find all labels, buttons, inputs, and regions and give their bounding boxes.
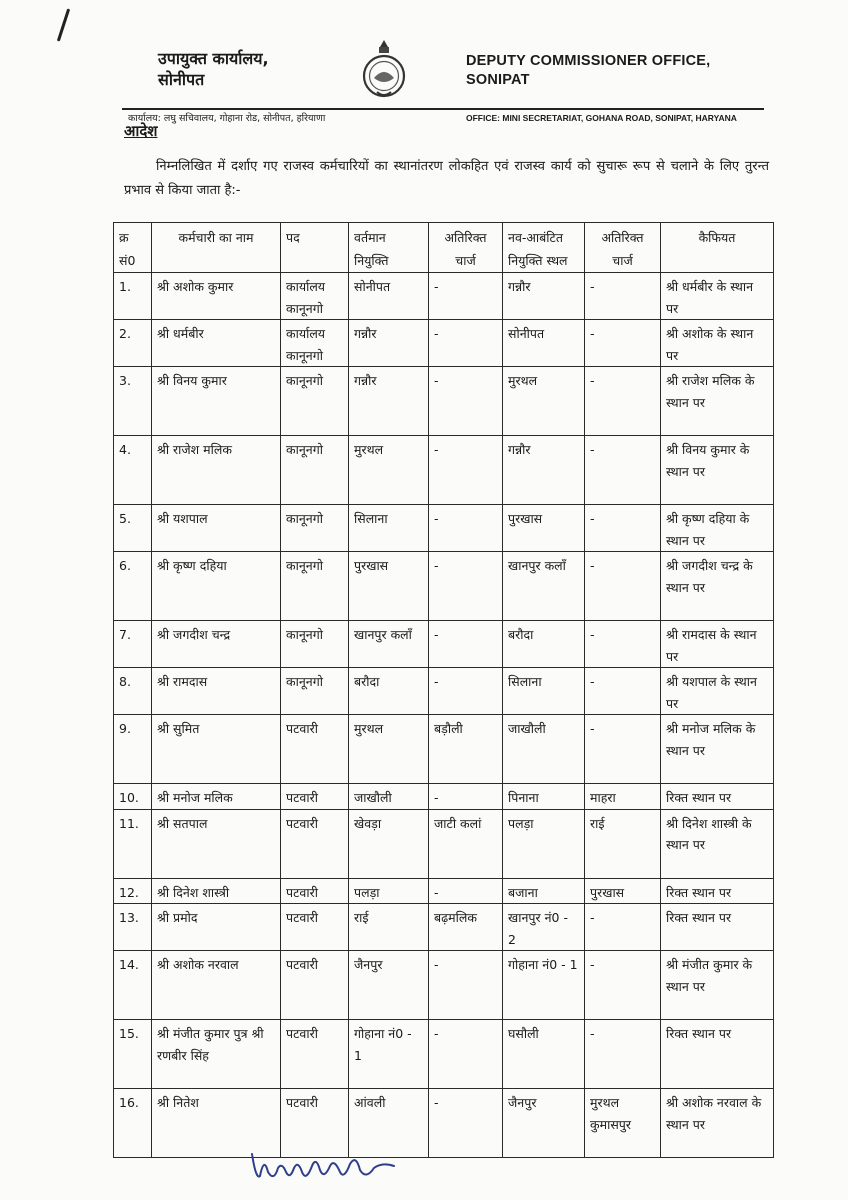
cell-employee-name: श्री अशोक नरवाल: [152, 951, 281, 1020]
cell-employee-name: श्री कृष्ण दहिया: [152, 552, 281, 621]
cell-new-posting: बजाना: [503, 878, 585, 904]
table-row: [114, 1089, 774, 1158]
cell-new-posting: सोनीपत: [503, 320, 585, 367]
cell-serial: 16.: [114, 1089, 152, 1158]
cell-new-posting: गोहाना नं0 - 1: [503, 951, 585, 1020]
cell-current-posting: सिलाना: [349, 505, 429, 552]
cell-employee-name: श्री रामदास: [152, 668, 281, 715]
table-row: [114, 878, 774, 904]
cell-employee-name: श्री सतपाल: [152, 809, 281, 878]
cell-serial: 8.: [114, 668, 152, 715]
table-row: [114, 621, 774, 668]
column-header-current-posting: वर्तमान नियुक्ति: [349, 223, 429, 273]
cell-serial: 9.: [114, 715, 152, 784]
cell-post: पटवारी: [281, 809, 349, 878]
table-row: [114, 320, 774, 367]
column-header-employee-name: कर्मचारी का नाम: [152, 223, 281, 273]
cell-post: कानूनगो: [281, 367, 349, 436]
cell-additional-charge-new: -: [585, 715, 661, 784]
cell-remarks: श्री धर्मबीर के स्थान पर: [661, 273, 774, 320]
cell-new-posting: खानपुर नं0 - 2: [503, 904, 585, 951]
cell-current-posting: जाखौली: [349, 784, 429, 810]
cell-current-posting: गन्नौर: [349, 367, 429, 436]
cell-additional-charge: -: [429, 505, 503, 552]
cell-new-posting: जैनपुर: [503, 1089, 585, 1158]
cell-post: पटवारी: [281, 715, 349, 784]
cell-post: पटवारी: [281, 784, 349, 810]
header-english-line1: DEPUTY COMMISSIONER OFFICE,: [466, 53, 711, 69]
cell-employee-name: श्री नितेश: [152, 1089, 281, 1158]
cell-remarks: रिक्त स्थान पर: [661, 1020, 774, 1089]
table-row: [114, 668, 774, 715]
cell-employee-name: श्री प्रमोद: [152, 904, 281, 951]
column-header-additional-charge-new: अतिरिक्त चार्ज: [585, 223, 661, 273]
cell-serial: 6.: [114, 552, 152, 621]
cell-employee-name: श्री धर्मबीर: [152, 320, 281, 367]
cell-additional-charge-new: राई: [585, 809, 661, 878]
cell-post: कार्यालय कानूनगो: [281, 320, 349, 367]
cell-additional-charge: -: [429, 621, 503, 668]
cell-additional-charge: जाटी कलां: [429, 809, 503, 878]
cell-new-posting: गन्नौर: [503, 273, 585, 320]
cell-remarks: श्री कृष्ण दहिया के स्थान पर: [661, 505, 774, 552]
cell-serial: 13.: [114, 904, 152, 951]
column-header-new-posting: नव-आबंटित नियुक्ति स्थल: [503, 223, 585, 273]
cell-new-posting: गन्नौर: [503, 436, 585, 505]
table-row: [114, 904, 774, 951]
cell-additional-charge-new: मुरथल कुमासपुर: [585, 1089, 661, 1158]
cell-current-posting: खेवड़ा: [349, 809, 429, 878]
column-header-additional-charge: अतिरिक्त चार्ज: [429, 223, 503, 273]
table-row: [114, 784, 774, 810]
cell-remarks: श्री यशपाल के स्थान पर: [661, 668, 774, 715]
cell-additional-charge-new: -: [585, 320, 661, 367]
cell-new-posting: घसौली: [503, 1020, 585, 1089]
cell-remarks: रिक्त स्थान पर: [661, 878, 774, 904]
cell-additional-charge-new: -: [585, 367, 661, 436]
cell-additional-charge: -: [429, 784, 503, 810]
cell-additional-charge: -: [429, 1020, 503, 1089]
cell-current-posting: सोनीपत: [349, 273, 429, 320]
cell-serial: 1.: [114, 273, 152, 320]
cell-remarks: श्री रामदास के स्थान पर: [661, 621, 774, 668]
cell-post: कार्यालय कानूनगो: [281, 273, 349, 320]
header-english-line2: SONIPAT: [466, 72, 530, 88]
table-header-row: [114, 223, 774, 273]
cell-additional-charge: -: [429, 951, 503, 1020]
cell-employee-name: श्री सुमित: [152, 715, 281, 784]
cell-additional-charge: -: [429, 1089, 503, 1158]
cell-current-posting: गोहाना नं0 - 1: [349, 1020, 429, 1089]
cell-current-posting: मुरथल: [349, 715, 429, 784]
cell-additional-charge-new: -: [585, 951, 661, 1020]
cell-additional-charge: -: [429, 273, 503, 320]
cell-additional-charge-new: -: [585, 436, 661, 505]
header-divider: [122, 108, 764, 110]
cell-serial: 11.: [114, 809, 152, 878]
table-row: [114, 436, 774, 505]
cell-new-posting: पिनाना: [503, 784, 585, 810]
table-row: [114, 951, 774, 1020]
cell-additional-charge-new: -: [585, 904, 661, 951]
cell-employee-name: श्री मनोज मलिक: [152, 784, 281, 810]
cell-remarks: रिक्त स्थान पर: [661, 904, 774, 951]
order-title: आदेश: [124, 122, 158, 140]
intro-paragraph: निम्नलिखित में दर्शाए गए राजस्व कर्मचारियों का स्थानांतरण लोकहित एवं राजस्व कार्य को सुचारू रूप से चलाने के लिए तुरन्त प्रभाव से किया जाता है:-: [124, 159, 769, 198]
cell-post: कानूनगो: [281, 505, 349, 552]
cell-post: कानूनगो: [281, 552, 349, 621]
cell-additional-charge: -: [429, 436, 503, 505]
cell-current-posting: खानपुर कलाँ: [349, 621, 429, 668]
cell-new-posting: बरौदा: [503, 621, 585, 668]
cell-serial: 15.: [114, 1020, 152, 1089]
cell-additional-charge: -: [429, 668, 503, 715]
pen-stroke-mark: [57, 8, 70, 41]
cell-additional-charge: -: [429, 367, 503, 436]
cell-additional-charge-new: -: [585, 505, 661, 552]
cell-employee-name: श्री जगदीश चन्द्र: [152, 621, 281, 668]
cell-additional-charge-new: माहरा: [585, 784, 661, 810]
cell-new-posting: जाखौली: [503, 715, 585, 784]
cell-employee-name: श्री राजेश मलिक: [152, 436, 281, 505]
cell-serial: 3.: [114, 367, 152, 436]
address-english: OFFICE: MINI SECRETARIAT, GOHANA ROAD, SONIPAT, HARYANA: [466, 113, 737, 123]
cell-post: पटवारी: [281, 878, 349, 904]
cell-additional-charge: -: [429, 552, 503, 621]
cell-remarks: श्री दिनेश शास्त्री के स्थान पर: [661, 809, 774, 878]
cell-current-posting: जैनपुर: [349, 951, 429, 1020]
column-header-post: पद: [281, 223, 349, 273]
table-row: [114, 715, 774, 784]
cell-additional-charge-new: पुरखास: [585, 878, 661, 904]
cell-serial: 7.: [114, 621, 152, 668]
cell-serial: 4.: [114, 436, 152, 505]
cell-employee-name: श्री यशपाल: [152, 505, 281, 552]
cell-remarks: श्री मंजीत कुमार के स्थान पर: [661, 951, 774, 1020]
cell-current-posting: राई: [349, 904, 429, 951]
cell-additional-charge-new: -: [585, 552, 661, 621]
table-row: [114, 1020, 774, 1089]
header-hindi-line2: सोनीपत: [158, 70, 205, 89]
cell-post: पटवारी: [281, 951, 349, 1020]
cell-employee-name: श्री अशोक कुमार: [152, 273, 281, 320]
table-row: [114, 367, 774, 436]
cell-post: कानूनगो: [281, 668, 349, 715]
cell-additional-charge: -: [429, 878, 503, 904]
cell-employee-name: श्री दिनेश शास्त्री: [152, 878, 281, 904]
cell-additional-charge-new: -: [585, 273, 661, 320]
cell-remarks: श्री मनोज मलिक के स्थान पर: [661, 715, 774, 784]
signature-icon: [248, 1146, 398, 1186]
cell-additional-charge-new: -: [585, 621, 661, 668]
cell-serial: 5.: [114, 505, 152, 552]
cell-new-posting: मुरथल: [503, 367, 585, 436]
cell-additional-charge: बढ़मलिक: [429, 904, 503, 951]
cell-current-posting: आंवली: [349, 1089, 429, 1158]
cell-remarks: श्री राजेश मलिक के स्थान पर: [661, 367, 774, 436]
cell-current-posting: पलड़ा: [349, 878, 429, 904]
cell-current-posting: मुरथल: [349, 436, 429, 505]
cell-new-posting: खानपुर कलाँ: [503, 552, 585, 621]
cell-remarks: श्री अशोक नरवाल के स्थान पर: [661, 1089, 774, 1158]
table-row: [114, 552, 774, 621]
cell-current-posting: गन्नौर: [349, 320, 429, 367]
cell-post: पटवारी: [281, 1089, 349, 1158]
cell-additional-charge: -: [429, 320, 503, 367]
cell-remarks: श्री विनय कुमार के स्थान पर: [661, 436, 774, 505]
cell-post: पटवारी: [281, 1020, 349, 1089]
cell-serial: 10.: [114, 784, 152, 810]
header-english: [466, 52, 710, 90]
cell-post: कानूनगो: [281, 621, 349, 668]
cell-remarks: श्री अशोक के स्थान पर: [661, 320, 774, 367]
cell-post: कानूनगो: [281, 436, 349, 505]
cell-additional-charge: बड़ौली: [429, 715, 503, 784]
cell-serial: 14.: [114, 951, 152, 1020]
cell-new-posting: पलड़ा: [503, 809, 585, 878]
table-row: [114, 273, 774, 320]
cell-new-posting: पुरखास: [503, 505, 585, 552]
table-row: [114, 809, 774, 878]
cell-serial: 12.: [114, 878, 152, 904]
haryana-emblem-icon: [357, 38, 411, 100]
cell-current-posting: पुरखास: [349, 552, 429, 621]
cell-remarks: रिक्त स्थान पर: [661, 784, 774, 810]
column-header-remarks: कैफियत: [661, 223, 774, 273]
cell-new-posting: सिलाना: [503, 668, 585, 715]
cell-additional-charge-new: -: [585, 668, 661, 715]
address-hindi: कार्यालय: लघु सचिवालय, गोहाना रोड, सोनीपत, हरियाणा: [128, 113, 326, 124]
cell-current-posting: बरौदा: [349, 668, 429, 715]
cell-post: पटवारी: [281, 904, 349, 951]
table-row: [114, 505, 774, 552]
transfer-table: [113, 222, 774, 1158]
cell-remarks: श्री जगदीश चन्द्र के स्थान पर: [661, 552, 774, 621]
header-hindi-line1: उपायुक्त कार्यालय,: [158, 49, 269, 68]
cell-employee-name: श्री मंजीत कुमार पुत्र श्री रणबीर सिंह: [152, 1020, 281, 1089]
header-hindi: [158, 48, 269, 90]
cell-additional-charge-new: -: [585, 1020, 661, 1089]
cell-serial: 2.: [114, 320, 152, 367]
cell-employee-name: श्री विनय कुमार: [152, 367, 281, 436]
column-header-serial: क्र सं0: [114, 223, 152, 273]
